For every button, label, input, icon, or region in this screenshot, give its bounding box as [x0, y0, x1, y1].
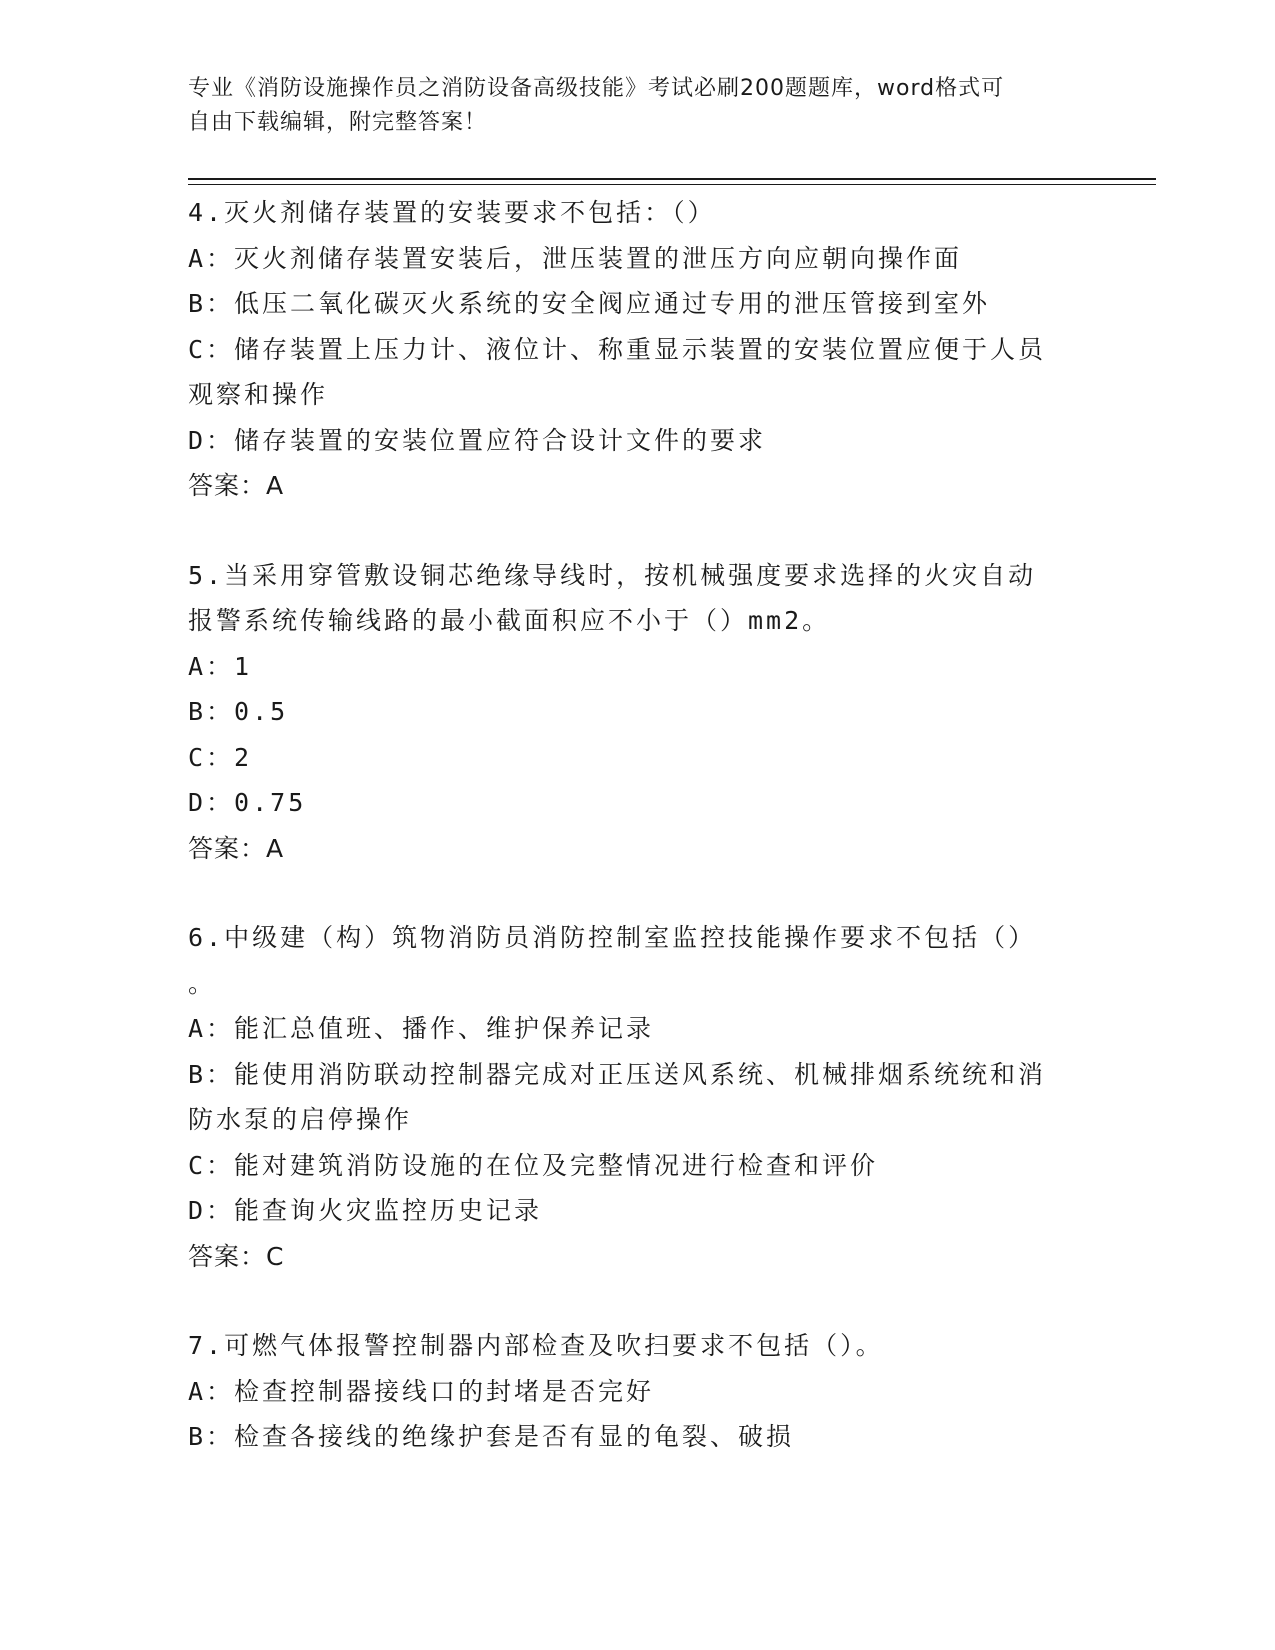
- question-stem: 4.灭火剂储存装置的安装要求不包括：（）: [188, 198, 716, 227]
- option-d: D：0.75: [188, 788, 307, 817]
- option-d: D：能查询火灾监控历史记录: [188, 1196, 543, 1225]
- question-spacer: [188, 509, 1088, 553]
- option-a: A：1: [188, 651, 253, 681]
- answer-label: 答案：A: [188, 471, 285, 500]
- question-block: [188, 553, 1088, 872]
- option-c-continued: 观察和操作: [188, 380, 329, 409]
- document-header: [188, 72, 1088, 140]
- option-d: D：储存装置的安装位置应符合设计文件的要求: [188, 425, 767, 455]
- option-b-continued: 防水泵的启停操作: [188, 1105, 413, 1134]
- question-block: [188, 190, 1088, 509]
- answer-label: 答案：A: [188, 833, 285, 863]
- question-block: [188, 1323, 1088, 1460]
- header-divider-thick: [188, 178, 1156, 180]
- question-block: [188, 915, 1088, 1279]
- question-spacer: [188, 871, 1088, 915]
- answer-label: 答案：C: [188, 1241, 285, 1271]
- option-b: B：能使用消防联动控制器完成对正压送风系统、机械排烟系统统和消: [188, 1059, 1047, 1089]
- option-a: A：能汇总值班、播作、维护保养记录: [188, 1014, 655, 1043]
- question-stem: 7.可燃气体报警控制器内部检查及吹扫要求不包括（）。: [188, 1331, 884, 1360]
- header-line-1: 专业《消防设施操作员之消防设备高级技能》考试必刷200题题库，word格式可: [188, 76, 1005, 101]
- question-spacer: [188, 1279, 1088, 1323]
- option-a: A：灭火剂储存装置安装后，泄压装置的泄压方向应朝向操作面: [188, 243, 963, 273]
- option-a: A：检查控制器接线口的封堵是否完好: [188, 1376, 655, 1406]
- question-list: [188, 190, 1088, 1460]
- header-line-2: 自由下载编辑，附完整答案！: [188, 110, 488, 135]
- option-b: B：检查各接线的绝缘护套是否有显的龟裂、破损: [188, 1422, 795, 1451]
- header-divider-thin: [188, 184, 1156, 185]
- option-c: C：能对建筑消防设施的在位及完整情况进行检查和评价: [188, 1150, 879, 1180]
- option-c: C：2: [188, 742, 253, 772]
- option-c: C：储存装置上压力计、液位计、称重显示装置的安装位置应便于人员: [188, 334, 1047, 364]
- question-stem: 5.当采用穿管敷设铜芯绝缘导线时，按机械强度要求选择的火灾自动: [188, 560, 1037, 590]
- option-b: B：低压二氧化碳灭火系统的安全阀应通过专用的泄压管接到室外: [188, 289, 991, 318]
- question-stem-continued: 报警系统传输线路的最小截面积应不小于（）mm2。: [188, 606, 831, 635]
- question-stem-continued: 。: [188, 968, 217, 998]
- question-stem: 6.中级建（构）筑物消防员消防控制室监控技能操作要求不包括（）: [188, 923, 1037, 952]
- option-b: B：0.5: [188, 697, 289, 726]
